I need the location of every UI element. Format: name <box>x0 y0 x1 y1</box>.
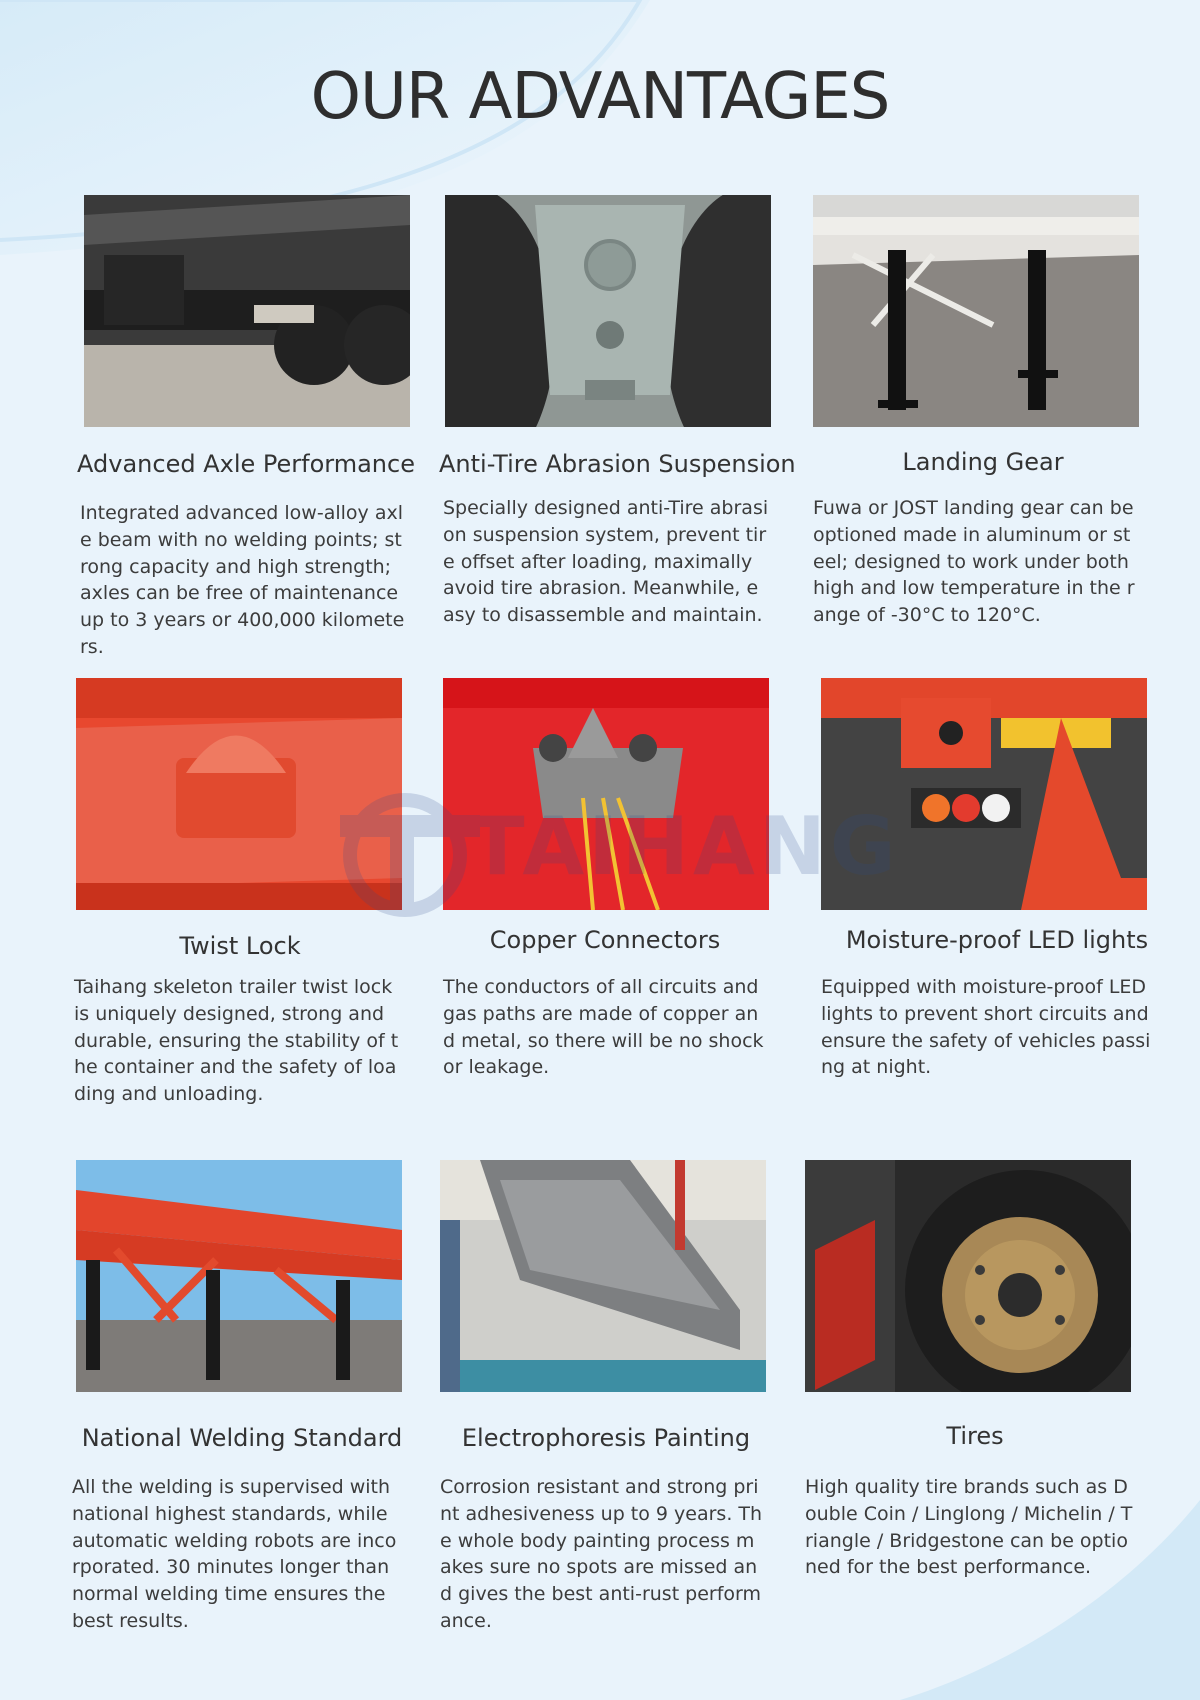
card-title: Tires <box>946 1422 1004 1450</box>
page-title: OUR ADVANTAGES <box>310 60 890 134</box>
painting-photo <box>440 1160 766 1392</box>
led-lights-image <box>821 678 1147 910</box>
welding-image <box>76 1160 402 1392</box>
card-painting <box>440 1160 766 1632</box>
landing-gear-image <box>813 195 1139 427</box>
card-welding <box>72 1160 403 1632</box>
card-title: Anti-Tire Abrasion Suspension <box>439 450 796 478</box>
card-title: Copper Connectors <box>489 926 721 954</box>
card-description: Integrated advanced low-alloy axle beam with no welding points; strong capacity and high strength; axles can be free of maintenance up to 3 years or 400,000 kilometers. <box>80 502 405 658</box>
card-title: Twist Lock <box>179 932 301 960</box>
twist-lock-image <box>76 678 402 910</box>
card-title: Landing Gear <box>902 448 1064 476</box>
landing-gear-photo <box>813 195 1139 427</box>
card-axle <box>77 195 415 658</box>
card-description: Equipped with moisture-proof LED lights to prevent short circuits and ensure the safety of vehicles passing at night. <box>821 976 1151 1079</box>
led-lights-photo <box>821 678 1147 910</box>
card-tires <box>805 1160 1133 1579</box>
card-description: Taihang skeleton trailer twist lock is uniquely designed, strong and durable, ensuring the stability of the container and the safety of loading and unloading. <box>74 976 399 1106</box>
card-title: National Welding Standard <box>81 1424 403 1452</box>
card-twist-lock <box>74 678 402 1106</box>
card-copper-connectors <box>443 678 769 1079</box>
card-description: Corrosion resistant and strong print adhesiveness up to 9 years. The whole body painting process makes sure no spots are missed and gives the best anti-rust performance. <box>440 1476 763 1632</box>
axle-photo <box>84 195 410 427</box>
copper-connectors-photo <box>443 678 769 910</box>
card-suspension <box>439 195 796 627</box>
card-description: Specially designed anti-Tire abrasion suspension system, prevent tire offset after loading, maximally avoid tire abrasion. Meanwhile, easy to disassemble and maintain. <box>443 497 769 627</box>
card-description: All the welding is supervised with national highest standards, while automatic welding robots are incorporated. 30 minutes longer than normal welding time ensures the best results. <box>72 1476 397 1632</box>
card-description: The conductors of all circuits and gas paths are made of copper and metal, so there will be no shock or leakage. <box>443 976 764 1079</box>
painting-image <box>440 1160 766 1392</box>
suspension-image <box>445 195 771 427</box>
card-title: Advanced Axle Performance <box>77 450 415 478</box>
tires-photo <box>805 1160 1131 1392</box>
card-landing-gear <box>813 195 1139 627</box>
welding-photo <box>76 1160 402 1392</box>
card-description: Fuwa or JOST landing gear can be optioned made in aluminum or steel; designed to work under both high and low temperature in the range of -30°C to 120°C. <box>813 497 1135 627</box>
tires-image <box>805 1160 1131 1392</box>
card-description: High quality tire brands such as Double Coin / Linglong / Michelin / Triangle / Bridgestone can be optioned for the best performance. <box>805 1476 1133 1579</box>
copper-connectors-image <box>443 678 769 910</box>
axle-image <box>84 195 410 427</box>
card-title: Moisture-proof LED lights <box>845 926 1149 954</box>
suspension-photo <box>445 195 771 427</box>
card-title: Electrophoresis Painting <box>461 1424 751 1452</box>
twist-lock-photo <box>76 678 402 910</box>
card-led-lights <box>821 678 1151 1079</box>
